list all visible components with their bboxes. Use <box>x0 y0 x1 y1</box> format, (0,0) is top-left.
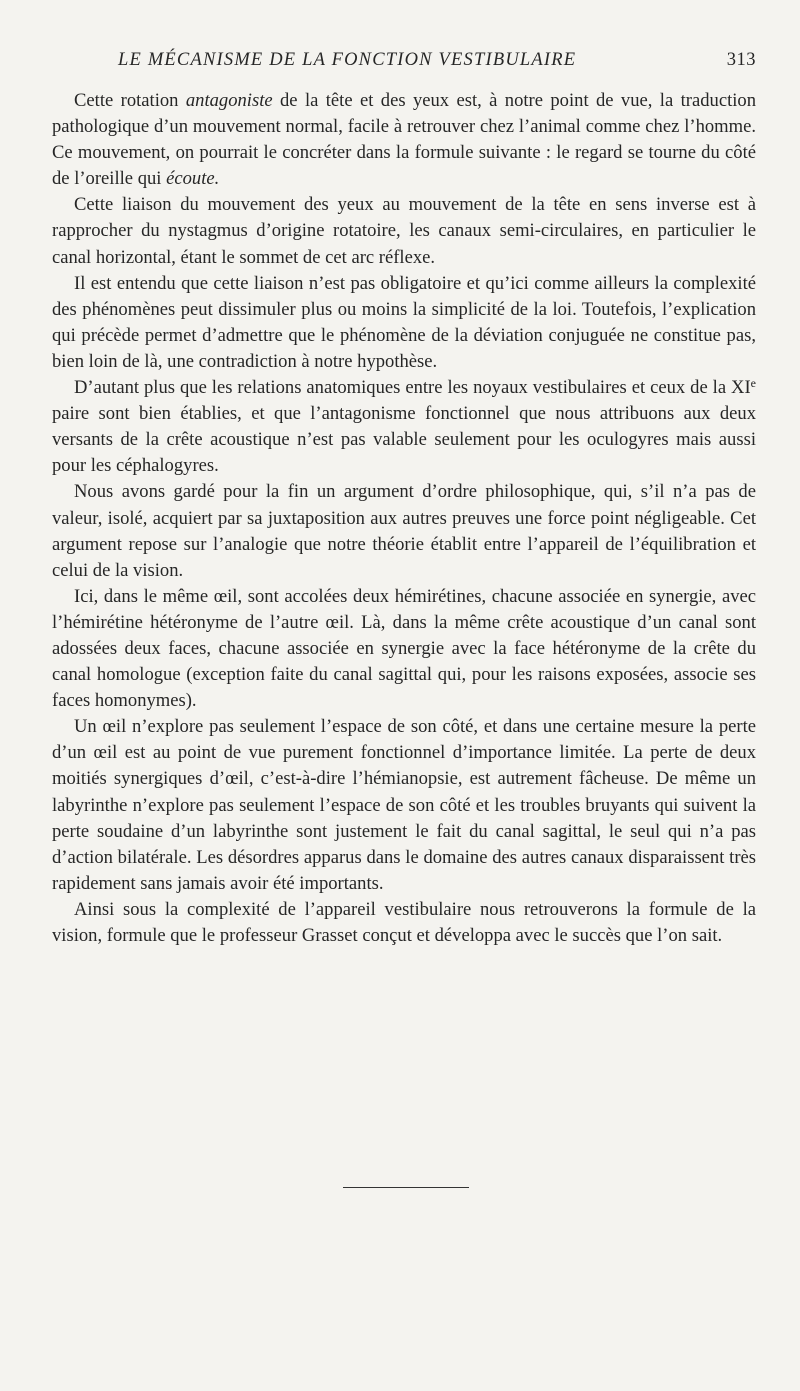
paragraph-1-italic-ecoute: écoute. <box>166 168 220 190</box>
paragraph-6: Ici, dans le même œil, sont accolées deux hémirétines, chacune associée en synergie, avec l’hémirétine hétéronyme de l’autre œil. Là, dans la même crête acoustique d’un canal sont adossées deux faces, chacune associée en synergie avec la face hétéronyme de la crête du canal homologue (exception faite du canal sagittal qui, pour les raisons exposées, associe ses faces homonymes). <box>52 585 756 712</box>
body-text <box>52 88 756 949</box>
running-header <box>52 48 756 78</box>
paragraph-8: Ainsi sous la complexité de l’appareil vestibulaire nous retrouverons la formule de la vision, formule que le professeur Grasset conçut et développa avec le succès que l’on sait. <box>52 898 756 946</box>
paragraph-1 <box>52 88 756 192</box>
paragraph-5: Nous avons gardé pour la fin un argument d’ordre philosophique, qui, s’il n’a pas de valeur, isolé, acquiert par sa juxtaposition aux autres preuves une force point négligeable. Cet argument repose sur l’analogie que notre théorie établit entre l’appareil de l’équilibration et celui de la vision. <box>52 481 756 581</box>
paragraph-7: Un œil n’explore pas seulement l’espace de son côté, et dans une certaine mesure la perte d’un œil est au point de vue purement fonctionnel d’importance limitée. La perte de deux moitiés synergiques d’œil, c’est-à-dire l’hémianopsie, est autrement fâcheuse. De même un labyrinthe n’explore pas seulement l’espace de son côté et les troubles bruyants qui suivent la perte soudaine d’un labyrinthe sont justement le fait du canal sagittal, le seul qui n’a pas d’action bilatérale. Les désordres apparus dans le domaine des autres canaux disparaissent très rapidement sans jamais avoir été importants. <box>52 716 756 894</box>
paragraph-2: Cette liaison du mouvement des yeux au mouvement de la tête en sens inverse est à rapprocher du nystagmus d’origine rotatoire, les canaux semi-circulaires, en particulier le canal horizontal, étant le sommet de cet arc réflexe. <box>52 194 756 268</box>
paragraph-1-part-c: de la tête et des yeux est, à notre point de vue, la traduction pathologique d’un mouvement normal, facile à retrouver chez l’animal comme chez l’homme. Ce mouvement, on pourrait le concréter dans la formule suivante : le regard se tourne du côté de l’oreille qui <box>52 90 756 190</box>
end-rule <box>343 1187 469 1188</box>
paragraph-4 <box>52 375 756 479</box>
paragraph-4-part-a: D’autant plus que les relations anatomiques entre les noyaux vestibulaires et ceux de la XI <box>74 377 751 399</box>
paragraph-3: Il est entendu que cette liaison n’est pas obligatoire et qu’ici comme ailleurs la complexité des phénomènes peut dissimuler plus ou moins la simplicité de la loi. Toutefois, l’explication qui précède permet d’admettre que le phénomène de la déviation conjuguée ne constitue pas, bien loin de là, une contradiction à notre hypothèse. <box>52 272 756 372</box>
paragraph-4-part-b: paire sont bien établies, et que l’antagonisme fonctionnel que nous attribuons aux deux versants de la crête acoustique n’est pas valable seulement pour les oculogyres mais aussi pour les céphalogyres. <box>52 403 756 477</box>
paragraph-1-part-a: Cette rotation <box>74 90 186 111</box>
running-title: LE MÉCANISME DE LA FONCTION VESTIBULAIRE <box>118 50 577 70</box>
page-number: 313 <box>726 50 756 70</box>
paragraph-1-italic-antagoniste: antagoniste <box>185 90 273 111</box>
paragraph-4-superscript: e <box>750 376 756 391</box>
page <box>52 48 756 949</box>
